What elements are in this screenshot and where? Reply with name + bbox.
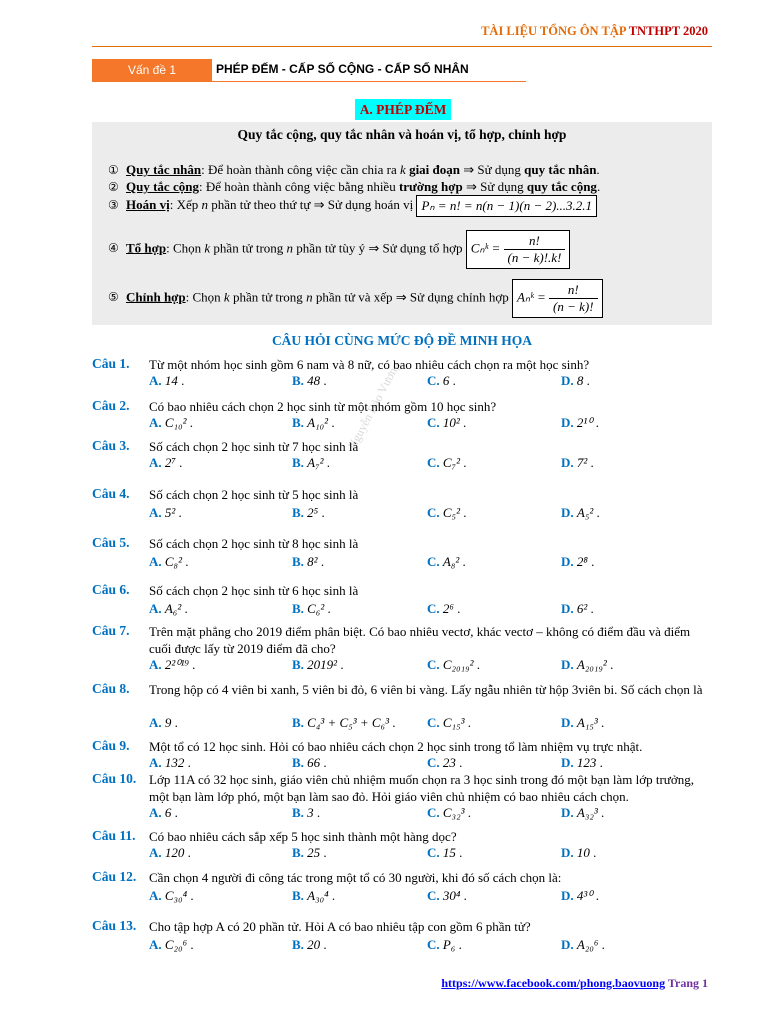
answer-value: 123: [576, 755, 597, 770]
question-text: Số cách chọn 2 học sinh từ 6 học sinh là: [149, 583, 359, 598]
answer-option[interactable]: C. C₁₅³ .: [427, 715, 471, 730]
question-text: Số cách chọn 2 học sinh từ 8 học sinh là: [149, 536, 359, 551]
answer-letter: A.: [149, 657, 162, 672]
answer-value: 2⁷: [164, 455, 176, 470]
answer-value: 25: [307, 845, 321, 860]
answer-option[interactable]: A. 2⁷ .: [149, 455, 183, 470]
answer-value: 6: [164, 805, 172, 820]
answer-option[interactable]: A. 6 .: [149, 805, 178, 820]
answer-option[interactable]: A. 120 .: [149, 845, 191, 860]
section-title: A. PHÉP ĐẾM: [355, 99, 451, 120]
answer-letter: B.: [292, 657, 304, 672]
answer-value: C₆²: [307, 601, 325, 616]
answer-letter: B.: [292, 937, 304, 952]
answer-option[interactable]: D. 10 .: [561, 845, 597, 860]
question-item: [92, 582, 712, 621]
answer-option[interactable]: B. A₇² .: [292, 455, 331, 470]
answer-option[interactable]: B. C₆² .: [292, 601, 331, 616]
question-text: Một tổ có 12 học sinh. Hỏi có bao nhiêu cách chọn 2 học sinh trong tổ làm nhiệm vụ trực nhật.: [149, 739, 643, 754]
answer-value: C₂₀₁₉²: [442, 657, 474, 672]
answer-value: C₃₂³: [442, 805, 465, 820]
question-label: Câu 1.: [92, 356, 130, 371]
question-item: [92, 869, 712, 908]
answer-letter: A.: [149, 505, 162, 520]
answer-value: 10: [576, 845, 590, 860]
question-label: Câu 5.: [92, 535, 130, 550]
header-rule: [92, 46, 712, 47]
answer-option[interactable]: B. 20 .: [292, 937, 327, 952]
question-text: Trong hộp có 4 viên bi xanh, 5 viên bi đỏ, 6 viên bi vàng. Lấy ngẫu nhiên từ hộp 3viên bi. Số cách chọn là: [149, 682, 703, 697]
answer-option[interactable]: B. 66 .: [292, 755, 327, 770]
answer-option[interactable]: B. C₄³ + C₅³ + C₆³ .: [292, 715, 396, 730]
topic-bar: [92, 59, 526, 82]
rule-multiplication: ① Quy tắc nhân: Để hoàn thành công việc cần chia ra k giai đoạn ⇒ Sử dụng quy tắc nhân.: [108, 162, 600, 177]
question-item: [92, 535, 712, 574]
answer-option[interactable]: A. 9 .: [149, 715, 178, 730]
answer-value: C₈²: [164, 554, 182, 569]
rule-permutation: ③ Hoán vị: Xếp n phần tử theo thứ tự ⇒ Sử dụng hoán vị Pₙ = n! = n(n − 1)(n − 2)...3.2.1: [108, 195, 597, 217]
answer-letter: A.: [149, 888, 162, 903]
answer-option[interactable]: A. C₁₀² .: [149, 415, 193, 430]
question-text: Số cách chọn 2 học sinh từ 7 học sinh là: [149, 439, 359, 454]
answer-letter: B.: [292, 505, 304, 520]
question-item: [92, 828, 712, 865]
answer-option[interactable]: A. 5² .: [149, 505, 182, 520]
question-label: Câu 6.: [92, 582, 130, 597]
answer-letter: C.: [427, 657, 440, 672]
answer-value: A₃₂³: [576, 805, 598, 820]
answer-option[interactable]: A. 14 .: [149, 373, 185, 388]
question-text: Cho tập hợp A có 20 phần tử. Hỏi A có bao nhiêu tập con gồm 6 phần tử?: [149, 919, 531, 934]
answer-letter: D.: [561, 415, 574, 430]
answer-letter: D.: [561, 755, 574, 770]
answer-letter: C.: [427, 755, 440, 770]
answer-value: P₆: [442, 937, 456, 952]
answer-letter: B.: [292, 888, 304, 903]
answer-letter: D.: [561, 657, 574, 672]
answer-option[interactable]: C. A₈² .: [427, 554, 466, 569]
answer-value: A₂₀⁶: [576, 937, 599, 952]
answer-value: 7²: [576, 455, 588, 470]
combination-formula: Cₙᵏ = $\frac{n!}{(n - k)!.k!}$: [466, 230, 571, 269]
answer-value: A₆²: [164, 601, 182, 616]
answer-value: 8²: [307, 554, 318, 569]
answer-letter: B.: [292, 845, 304, 860]
answer-option[interactable]: B. 2⁵ .: [292, 505, 325, 520]
answer-value: A₅²: [576, 505, 594, 520]
answer-letter: A.: [149, 554, 162, 569]
answer-value: 2⁶: [442, 601, 454, 616]
question-label: Câu 2.: [92, 398, 130, 413]
answer-option[interactable]: C. 2⁶ .: [427, 601, 461, 616]
answer-value: 66: [307, 755, 321, 770]
answer-option[interactable]: D. A₂₀⁶ .: [561, 937, 605, 952]
answer-letter: C.: [427, 455, 440, 470]
theory-title: Quy tắc cộng, quy tắc nhân và hoán vị, tổ hợp, chỉnh hợp: [237, 127, 567, 142]
page-number: Trang 1: [667, 976, 708, 990]
answer-option[interactable]: C. 6 .: [427, 373, 456, 388]
answer-option[interactable]: B. 25 .: [292, 845, 327, 860]
answer-letter: B.: [292, 805, 304, 820]
document-header-title: TÀI LIỆU TỔNG ÔN TẬP TNTHPT 2020: [481, 24, 708, 38]
question-item: [92, 771, 712, 825]
question-label: Câu 11.: [92, 828, 136, 843]
answer-value: 3: [307, 805, 314, 820]
rule-addition: ② Quy tắc cộng: Để hoàn thành công việc bằng nhiều trường hợp ⇒ Sử dụng quy tắc cộng.: [108, 179, 601, 194]
answer-option[interactable]: C. C₂₀₁₉² .: [427, 657, 481, 672]
answer-value: A₃₀⁴: [307, 888, 329, 903]
answer-letter: D.: [561, 373, 574, 388]
answer-letter: C.: [427, 373, 440, 388]
answer-option[interactable]: A. C₈² .: [149, 554, 189, 569]
answer-value: A₂₀₁₉²: [576, 657, 607, 672]
answer-option[interactable]: B. A₃₀⁴ .: [292, 888, 336, 903]
answer-value: C₅²: [442, 505, 460, 520]
answer-option[interactable]: C. C₇² .: [427, 455, 467, 470]
answer-letter: D.: [561, 888, 574, 903]
answer-letter: A.: [149, 415, 162, 430]
answer-letter: A.: [149, 715, 162, 730]
watermark-text: Nguyễn Bảo Vương: [345, 359, 403, 452]
answer-value: C₂₀⁶: [164, 937, 188, 952]
answer-value: 2²⁰¹⁹: [164, 657, 189, 672]
answer-option[interactable]: B. 48 .: [292, 373, 327, 388]
question-text: Từ một nhóm học sinh gồm 6 nam và 8 nữ, có bao nhiêu cách chọn ra một học sinh?: [149, 357, 590, 372]
question-text: Có bao nhiêu cách chọn 2 học sinh từ một nhóm gồm 10 học sinh?: [149, 399, 497, 414]
answer-letter: B.: [292, 415, 304, 430]
answer-value: A₇²: [307, 455, 324, 470]
answer-value: 2019²: [307, 657, 338, 672]
answer-option[interactable]: C. C₃₂³ .: [427, 805, 471, 820]
question-label: Câu 9.: [92, 738, 130, 753]
answer-letter: C.: [427, 805, 440, 820]
answer-letter: A.: [149, 373, 162, 388]
question-item: [92, 681, 712, 735]
answer-option[interactable]: C. 15 .: [427, 845, 463, 860]
answer-value: C₇²: [442, 455, 460, 470]
answer-option[interactable]: C. 30⁴ .: [427, 888, 467, 903]
answer-letter: A.: [149, 455, 162, 470]
answer-option[interactable]: B. 3 .: [292, 805, 321, 820]
theory-box: [92, 122, 712, 325]
answer-letter: A.: [149, 937, 162, 952]
answer-option[interactable]: D. A₅² .: [561, 505, 600, 520]
answer-value: 9: [164, 715, 172, 730]
question-text: Lớp 11A có 32 học sinh, giáo viên chủ nhiệm muốn chọn ra 3 học sinh trong đó một bạn làm lớp trưởng, một bạn làm lớp phó, một bạn làm sao đỏ. Hỏi giáo viên chủ nhiệm có bao nhiêu cách chọn.: [149, 772, 694, 804]
answer-option[interactable]: D. A₁₅³ .: [561, 715, 605, 730]
answer-option[interactable]: A. A₆² .: [149, 601, 188, 616]
answer-letter: D.: [561, 845, 574, 860]
topic-title: PHÉP ĐẾM - CẤP SỐ CỘNG - CẤP SỐ NHÂN: [212, 59, 526, 82]
answer-option[interactable]: B. 8² .: [292, 554, 325, 569]
answer-value: 6²: [576, 601, 588, 616]
answer-letter: C.: [427, 415, 440, 430]
question-text: Trên mặt phẳng cho 2019 điểm phân biệt. Có bao nhiêu vectơ, khác vectơ – không có điểm đầu và điểm cuối được lấy từ 2019 điểm đã cho?: [149, 624, 691, 656]
question-label: Câu 10.: [92, 771, 137, 786]
answer-option[interactable]: A. 2²⁰¹⁹ .: [149, 657, 196, 672]
answer-letter: D.: [561, 455, 574, 470]
answer-value: 10²: [442, 415, 460, 430]
answer-option[interactable]: D. 123 .: [561, 755, 603, 770]
answer-letter: C.: [427, 505, 440, 520]
answer-letter: A.: [149, 601, 162, 616]
answer-value: 30⁴: [442, 888, 461, 903]
question-text: Số cách chọn 2 học sinh từ 5 học sinh là: [149, 487, 359, 502]
answer-value: 2⁸: [576, 554, 588, 569]
question-item: [92, 356, 712, 393]
answer-option[interactable]: D. A₃₂³ .: [561, 805, 605, 820]
answer-value: 120: [164, 845, 185, 860]
answer-option[interactable]: D. 4³⁰ .: [561, 888, 599, 903]
answer-value: 2⁵: [307, 505, 319, 520]
answer-value: 23: [442, 755, 456, 770]
question-item: [92, 918, 712, 957]
rule-combination: ④ Tổ hợp: Chọn k phần tử trong n phần tử tùy ý ⇒ Sử dụng tổ hợp Cₙᵏ = $\frac{n!}{(n - k)!.k!}$: [108, 230, 570, 269]
question-item: [92, 738, 712, 775]
answer-letter: B.: [292, 455, 304, 470]
answer-value: C₄³ + C₅³ + C₆³: [307, 715, 389, 730]
answer-value: 4³⁰: [576, 888, 593, 903]
answer-letter: B.: [292, 601, 304, 616]
answer-option[interactable]: C. C₅² .: [427, 505, 467, 520]
question-item: [92, 486, 712, 525]
answer-value: C₁₅³: [442, 715, 465, 730]
answer-letter: A.: [149, 755, 162, 770]
answer-option[interactable]: D. 2¹⁰ .: [561, 415, 599, 430]
answer-letter: B.: [292, 554, 304, 569]
answer-value: 20: [307, 937, 321, 952]
question-label: Câu 12.: [92, 869, 137, 884]
answer-option[interactable]: B. 2019² .: [292, 657, 344, 672]
question-text: Cần chọn 4 người đi công tác trong một tổ có 30 người, khi đó số cách chọn là:: [149, 870, 562, 885]
answer-value: 14: [164, 373, 178, 388]
answer-letter: B.: [292, 715, 304, 730]
answer-letter: D.: [561, 715, 574, 730]
answer-letter: B.: [292, 755, 304, 770]
answer-value: 6: [442, 373, 450, 388]
topic-label: Vấn đề 1: [92, 59, 212, 82]
answer-option[interactable]: D. 8 .: [561, 373, 590, 388]
answer-value: A₁₀²: [307, 415, 329, 430]
answer-letter: C.: [427, 601, 440, 616]
answer-option[interactable]: A. 132 .: [149, 755, 191, 770]
answer-letter: C.: [427, 715, 440, 730]
questions-title: CÂU HỎI CÙNG MỨC ĐỘ ĐỀ MINH HỌA: [271, 333, 533, 348]
facebook-link[interactable]: https://www.facebook.com/phong.baovuong: [441, 976, 666, 990]
answer-option[interactable]: B. A₁₀² .: [292, 415, 335, 430]
answer-letter: C.: [427, 845, 440, 860]
answer-option[interactable]: D. 7² .: [561, 455, 594, 470]
answer-value: A₁₅³: [576, 715, 598, 730]
answer-value: A₈²: [442, 554, 460, 569]
question-item: [92, 623, 712, 677]
arrangement-formula: Aₙᵏ = $\frac{n!}{(n - k)!}$: [512, 279, 603, 318]
answer-letter: A.: [149, 845, 162, 860]
answer-letter: C.: [427, 888, 440, 903]
answer-value: 8: [576, 373, 584, 388]
answer-option[interactable]: C. 23 .: [427, 755, 463, 770]
answer-letter: D.: [561, 937, 574, 952]
question-label: Câu 3.: [92, 438, 130, 453]
answer-letter: D.: [561, 505, 574, 520]
question-item: [92, 438, 712, 475]
answer-letter: D.: [561, 601, 574, 616]
question-item: [92, 398, 712, 435]
permutation-formula: Pₙ = n! = n(n − 1)(n − 2)...3.2.1: [416, 195, 597, 217]
answer-option[interactable]: A. C₃₀⁴ .: [149, 888, 194, 903]
answer-option[interactable]: D. 2⁸ .: [561, 554, 595, 569]
answer-value: 132: [164, 755, 185, 770]
answer-letter: A.: [149, 805, 162, 820]
answer-letter: D.: [561, 805, 574, 820]
answer-value: 15: [442, 845, 456, 860]
question-label: Câu 13.: [92, 918, 137, 933]
question-label: Câu 7.: [92, 623, 130, 638]
answer-option[interactable]: A. C₂₀⁶ .: [149, 937, 194, 952]
answer-value: C₁₀²: [164, 415, 187, 430]
answer-option[interactable]: D. A₂₀₁₉² .: [561, 657, 614, 672]
answer-letter: C.: [427, 554, 440, 569]
question-label: Câu 4.: [92, 486, 130, 501]
question-text: Có bao nhiêu cách sắp xếp 5 học sinh thành một hàng dọc?: [149, 829, 457, 844]
answer-value: 5²: [164, 505, 176, 520]
rule-arrangement: ⑤ Chỉnh hợp: Chọn k phần tử trong n phần tử và xếp ⇒ Sử dụng chỉnh hợp Aₙᵏ = $\frac{n!}{(n - k)!}$: [108, 279, 603, 318]
answer-letter: C.: [427, 937, 440, 952]
answer-value: 2¹⁰: [576, 415, 593, 430]
answer-option[interactable]: D. 6² .: [561, 601, 594, 616]
answer-letter: D.: [561, 554, 574, 569]
answer-option[interactable]: C. P₆ .: [427, 937, 462, 952]
answer-value: 48: [307, 373, 321, 388]
answer-option[interactable]: C. 10² .: [427, 415, 467, 430]
answer-value: C₃₀⁴: [164, 888, 188, 903]
question-label: Câu 8.: [92, 681, 130, 696]
footer: [441, 976, 708, 991]
answer-letter: B.: [292, 373, 304, 388]
